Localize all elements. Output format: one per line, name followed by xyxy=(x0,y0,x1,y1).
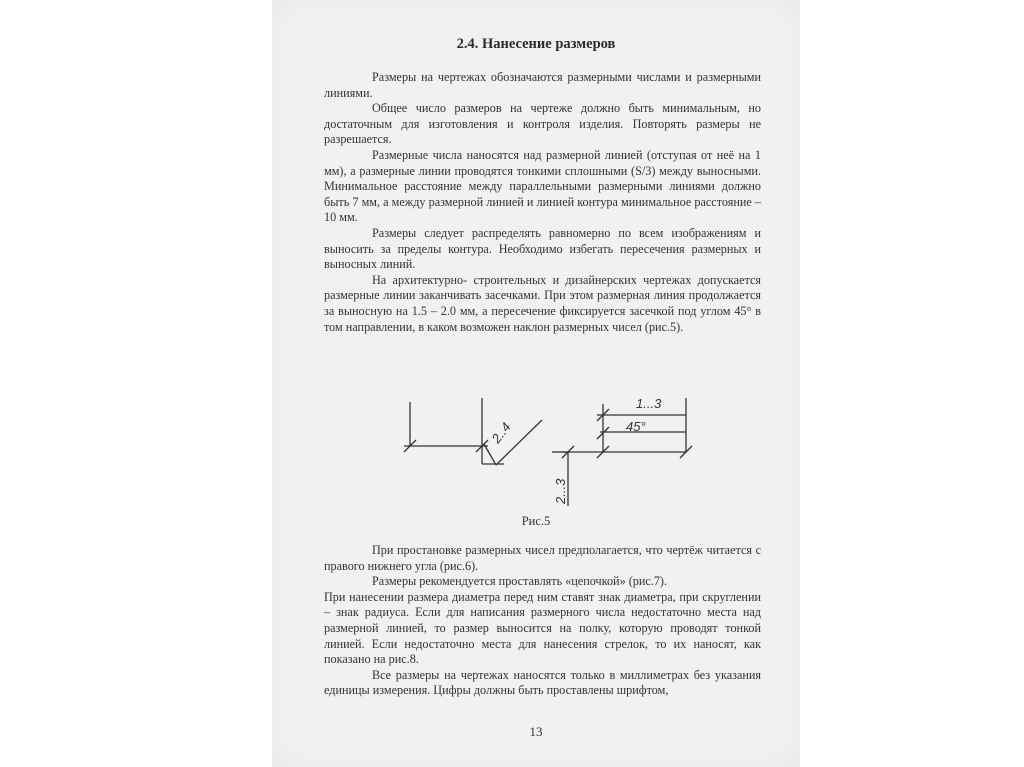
section-title: 2.4. Нанесение размеров xyxy=(456,36,616,52)
dim-label: 2...3 xyxy=(553,478,568,504)
page-number: 13 xyxy=(529,724,543,739)
angle-label: 45° xyxy=(626,419,646,434)
paragraph: На архитектурно- строительных и дизайнерских чертежах допускается размерные линии заканчивать засечками. При этом размерная линия продолжается за выносную на 1.5 – 2.0 мм, а пересечение фиксируется засечкой под углом 45° в том направлении, в каком возможен наклон размерных чисел (рис.5). xyxy=(324,272,761,334)
paragraph: Размеры на чертежах обозначаются размерными числами и размерными линиями. xyxy=(324,70,761,100)
paragraph: Общее число размеров на чертеже должно быть минимальным, но достаточным для изготовления и контроля изделия. Повторять размеры не разрешается. xyxy=(324,101,761,147)
paragraph: Размерные числа наносятся над размерной линией (отступая от неё на 1 мм), а размерные линии проводятся тонкими сплошными (S/3) между выносными. Минимальное расстояние между параллельными размерными линиями должно быть 7 мм, а между размерной линией и линией контура минимальное расстояние – 10 мм. xyxy=(324,147,761,225)
dim-label: 2..4 xyxy=(488,419,514,446)
paragraph: Размеры следует распределять равномерно по всем изображениям и выносить за пределы контура. Необходимо избегать пересечения размерных и выносных линий. xyxy=(324,225,761,272)
paragraph: При нанесении размера диаметра перед ним ставят знак диаметра, при скруглении – знак радиуса. Если для написания размерного числа недостаточно места над размерной линией, то размер выносится на полку, которую проводят тонкой линией. Если недостаточно места для нанесения стрелок, то их наносят, как показано на рис.8. xyxy=(324,589,761,667)
document-page xyxy=(272,0,800,767)
figure-caption: Рис.5 xyxy=(521,514,551,528)
paragraph: Все размеры на чертежах наносятся только в миллиметрах без указания единицы измерения. Цифры должны быть проставлены шрифтом, xyxy=(324,667,761,698)
offset-line xyxy=(484,444,496,465)
text-block-top xyxy=(324,70,761,335)
text-block-bottom xyxy=(324,543,761,699)
paragraph: При простановке размерных чисел предполагается, что чертёж читается с правого нижнего угла (рис.6). xyxy=(324,543,761,573)
dim-label: 1...3 xyxy=(636,396,662,411)
figure-5-drawing xyxy=(390,386,720,516)
paragraph: Размеры рекомендуется проставлять «цепочкой» (рис.7). xyxy=(372,574,668,589)
